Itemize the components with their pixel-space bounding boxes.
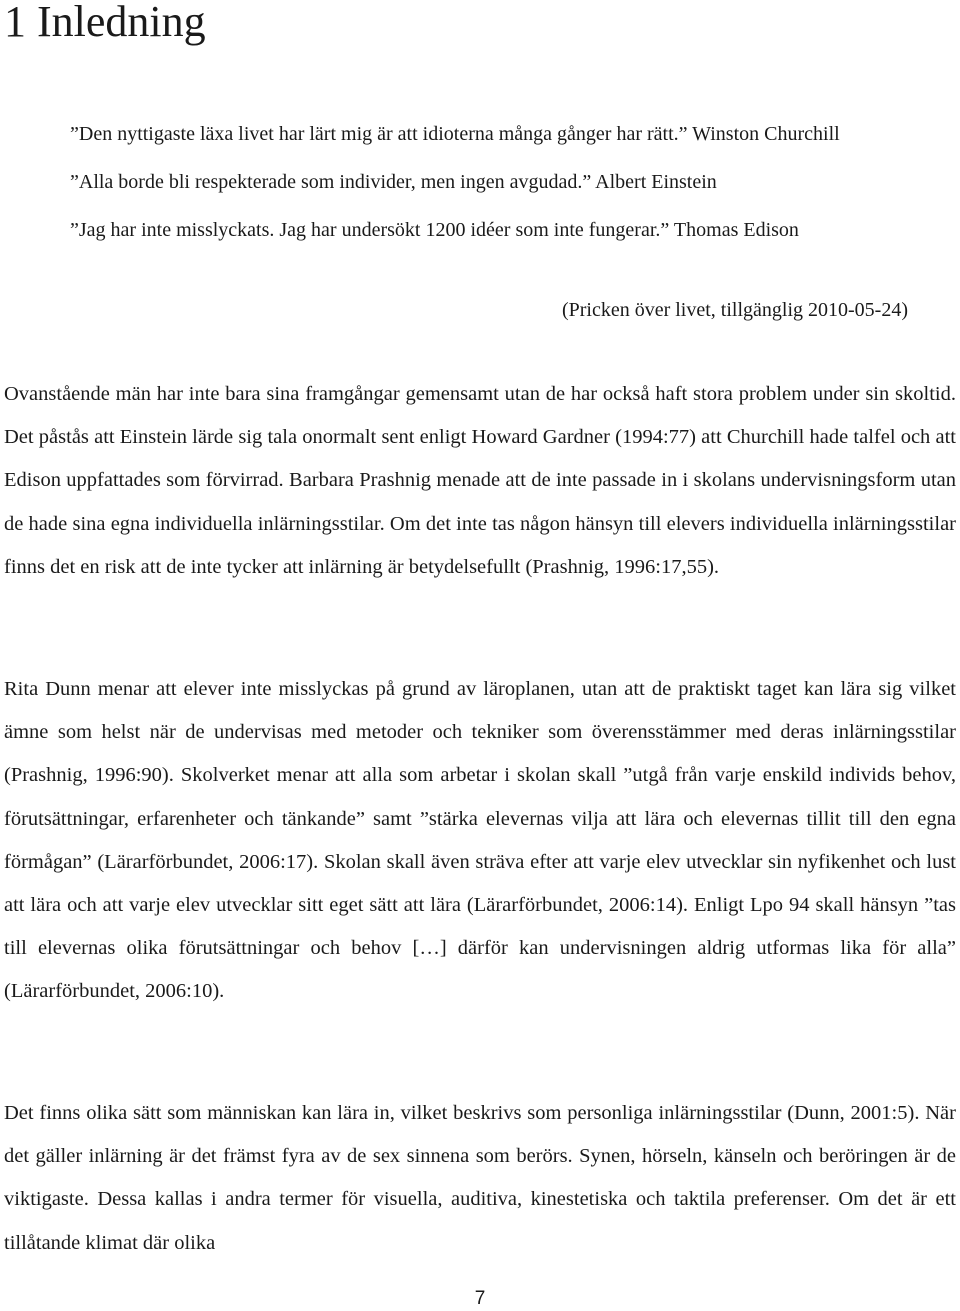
page-number: 7 bbox=[474, 1288, 486, 1309]
body-paragraph: Det finns olika sätt som människan kan lära in, vilket beskrivs som personliga inlärningsstilar (Dunn, 2001:5). När det gäller inlärning är det främst fyra av de sex sinnena som berörs. Synen, hörseln, känseln och beröringen är de viktigaste. Dessa kallas i andra termer för visuella, auditiva, kinestetiska och taktila preferenser. Om det är ett tillåtande klimat där olika bbox=[4, 1102, 956, 1254]
epigraph-quotes bbox=[0, 121, 960, 265]
quote-text: ”Den nyttigaste läxa livet har lärt mig är att idioterna många gånger har rätt.” bbox=[70, 123, 688, 145]
chapter-heading: 1 Inledning bbox=[4, 0, 206, 46]
quote-author: Thomas Edison bbox=[673, 219, 799, 241]
body-paragraph: Ovanstående män har inte bara sina framgångar gemensamt utan de har också haft stora problem under sin skoltid. Det påstås att Einstein lärde sig tala onormalt sent enligt Howard Gardner (1994:77) att Churchill hade talfel och att Edison uppfattades som förvirrad. Barbara Prashnig menade att de inte passade in i skolans undervisningsform utan de hade sina egna individuella inlärningsstilar. Om det inte tas någon hänsyn till elevers individuella inlärningsstilar finns det en risk att de inte tycker att inlärning är betydelsefullt (Prashnig, 1996:17,55). bbox=[4, 383, 956, 578]
quote-text: ”Alla borde bli respekterade som individer, men ingen avgudad.” bbox=[70, 171, 592, 193]
quote-source: (Pricken över livet, tillgänglig 2010-05-24) bbox=[561, 299, 908, 321]
quote-line bbox=[70, 169, 960, 217]
quote-author: Albert Einstein bbox=[595, 171, 717, 193]
quote-line bbox=[70, 121, 960, 169]
quote-text: ”Jag har inte misslyckats. Jag har undersökt 1200 idéer som inte fungerar.” bbox=[70, 219, 670, 241]
quote-line bbox=[70, 217, 960, 265]
body-paragraph: Rita Dunn menar att elever inte misslyckas på grund av läroplanen, utan att de praktiskt taget kan lära sig vilket ämne som helst när de undervisas med metoder och tekniker som överensstämmer med deras inlärningsstilar (Prashnig, 1996:90). Skolverket menar att alla som arbetar i skolan skall ”utgå från varje enskild individs behov, förutsättningar, erfarenheter och tänkande” samt ”stärka elevernas vilja att lära och elevernas tillit till den egna förmågan” (Lärarförbundet, 2006:17). Skolan skall även sträva efter att varje elev utvecklar sin nyfikenhet och lust att lära och att varje elev utvecklar sitt eget sätt att lära (Lärarförbundet, 2006:14). Enligt Lpo 94 skall hänsyn ”tas till elevernas olika förutsättningar och behov […] därför kan undervisningen aldrig utformas lika för alla” (Lärarförbundet, 2006:10). bbox=[4, 678, 956, 1003]
quote-author: Winston Churchill bbox=[692, 123, 840, 145]
